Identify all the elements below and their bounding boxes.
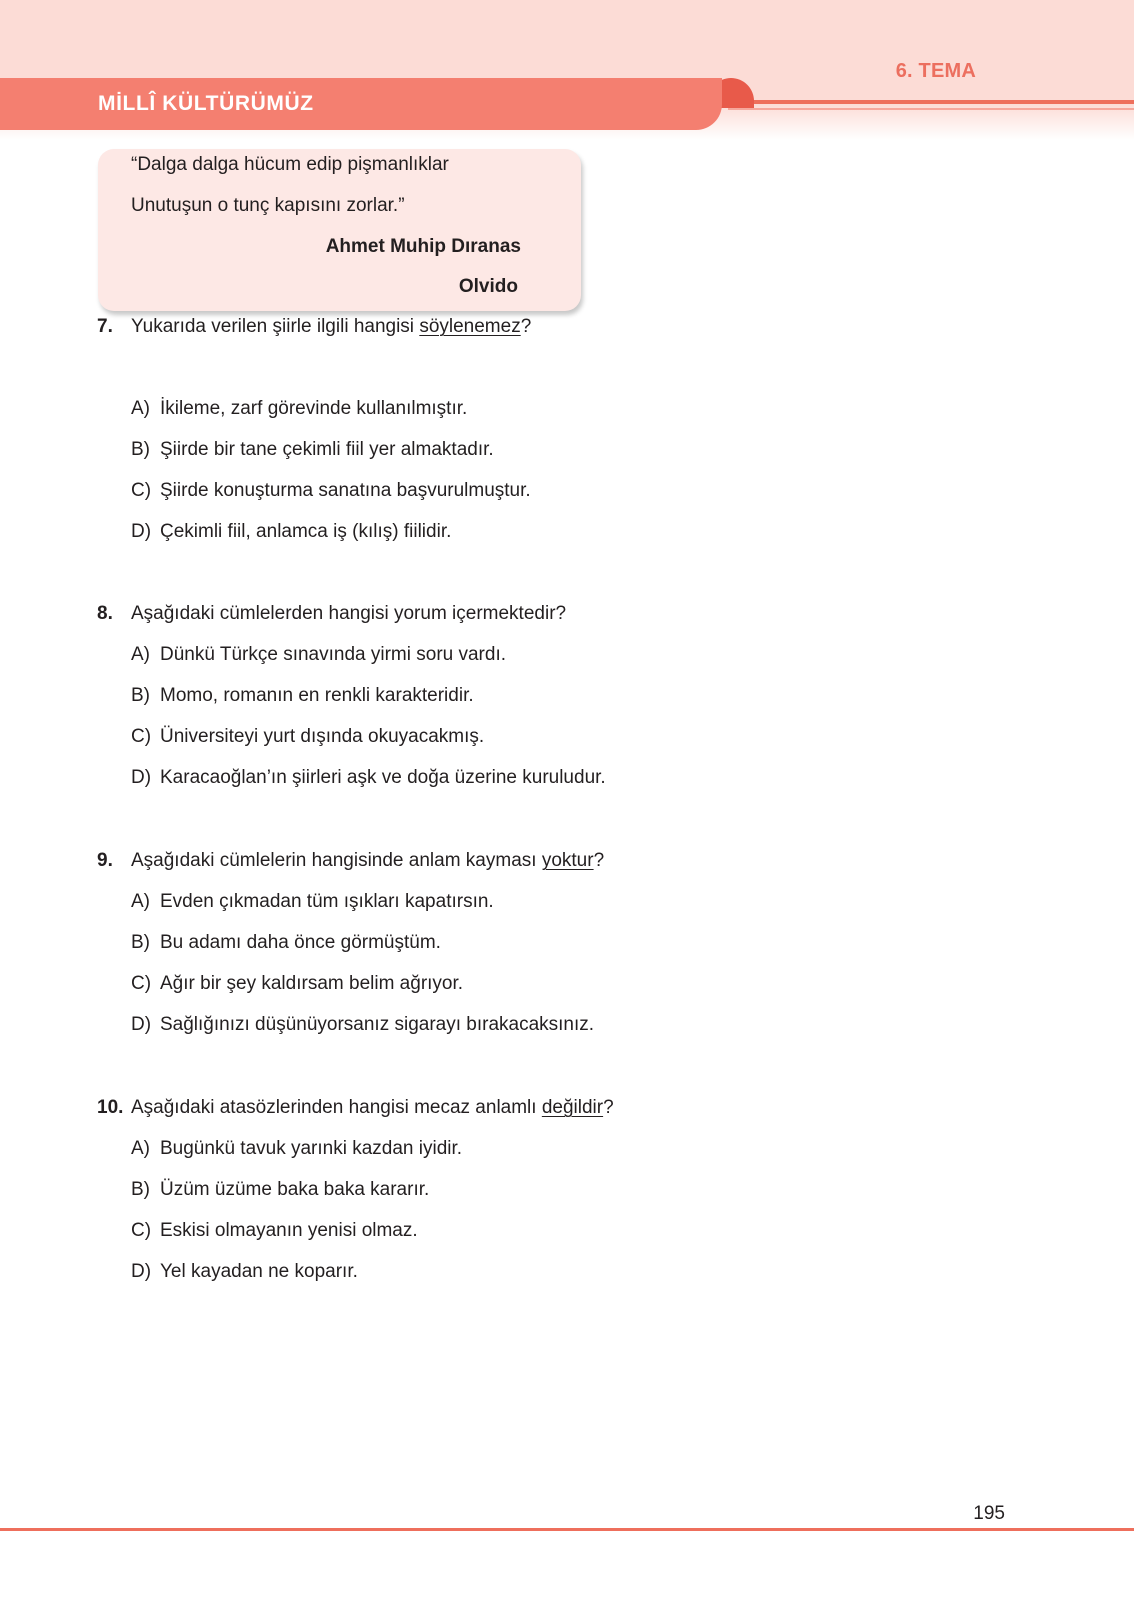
question-number: 10. <box>97 1097 124 1118</box>
question-text-end: ? <box>520 316 532 337</box>
option-8a[interactable] <box>131 644 506 666</box>
option-9a[interactable] <box>131 891 494 913</box>
quote-line-2: Unutuşun o tunç kapısını zorlar.” <box>131 195 405 216</box>
option-letter: C) <box>131 480 152 501</box>
option-text: Şiirde konuşturma sanatına başvurulmuştur. <box>160 480 531 501</box>
footer-rule <box>0 1528 1134 1531</box>
option-letter: B) <box>131 439 150 460</box>
option-text: Yel kayadan ne koparır. <box>160 1261 358 1282</box>
option-text: Çekimli fiil, anlamca iş (kılış) fiilidir. <box>160 521 452 542</box>
option-text: Üzüm üzüme baka baka kararır. <box>160 1179 430 1200</box>
question-text: Aşağıdaki cümlelerin hangisinde anlam kayması <box>131 850 542 871</box>
question-number: 9. <box>97 850 113 871</box>
option-text: Eskisi olmayanın yenisi olmaz. <box>160 1220 418 1241</box>
question-number: 8. <box>97 603 113 624</box>
option-text: Üniversiteyi yurt dışında okuyacakmış. <box>160 726 485 747</box>
option-10b[interactable] <box>131 1179 429 1201</box>
theme-label: 6. TEMA <box>895 60 976 82</box>
option-text: İkileme, zarf görevinde kullanılmıştır. <box>160 398 468 419</box>
quote-author: Ahmet Muhip Dıranas <box>325 236 521 257</box>
option-letter: D) <box>131 1014 152 1035</box>
option-text: Ağır bir şey kaldırsam belim ağrıyor. <box>160 973 464 994</box>
option-letter: D) <box>131 767 152 788</box>
question-9 <box>97 850 604 872</box>
option-7c[interactable] <box>131 480 531 502</box>
option-letter: D) <box>131 1261 152 1282</box>
question-number: 7. <box>97 316 113 337</box>
theme-rule-thick <box>728 100 1134 104</box>
option-letter: A) <box>131 1138 150 1159</box>
option-9d[interactable] <box>131 1014 594 1036</box>
question-text-end: ? <box>603 1097 614 1118</box>
question-7 <box>97 316 531 338</box>
question-underlined-word: söylenemez <box>419 316 521 337</box>
option-text: Sağlığınızı düşünüyorsanız sigarayı bırakacaksınız. <box>160 1014 595 1035</box>
option-8d[interactable] <box>131 767 606 789</box>
question-text: Aşağıdaki atasözlerinden hangisi mecaz anlamlı <box>131 1097 542 1118</box>
option-letter: B) <box>131 1179 150 1200</box>
theme-rule-thin <box>728 108 1134 110</box>
option-text: Şiirde bir tane çekimli fiil yer almaktadır. <box>160 439 494 460</box>
option-9b[interactable] <box>131 932 441 954</box>
question-text-end: ? <box>593 850 605 871</box>
option-7a[interactable] <box>131 398 467 420</box>
question-10 <box>97 1097 614 1119</box>
option-9c[interactable] <box>131 973 463 995</box>
option-8c[interactable] <box>131 726 484 748</box>
section-title: MİLLÎ KÜLTÜRÜMÜZ <box>98 92 314 115</box>
option-text: Momo, romanın en renkli karakteridir. <box>160 685 474 706</box>
question-underlined-word: değildir <box>541 1097 604 1118</box>
option-letter: B) <box>131 685 150 706</box>
option-letter: C) <box>131 1220 152 1241</box>
option-letter: C) <box>131 973 152 994</box>
option-letter: A) <box>131 891 150 912</box>
option-text: Dünkü Türkçe sınavında yirmi soru vardı. <box>160 644 507 665</box>
question-text: Yukarıda verilen şiirle ilgili hangisi <box>131 316 420 337</box>
quote-poem-title: Olvido <box>458 276 518 297</box>
quote-line-1: “Dalga dalga hücum edip pişmanlıklar <box>131 154 449 175</box>
option-10c[interactable] <box>131 1220 418 1242</box>
option-7b[interactable] <box>131 439 494 461</box>
option-7d[interactable] <box>131 521 451 543</box>
question-text: Aşağıdaki cümlelerden hangisi yorum içermektedir? <box>131 603 567 624</box>
option-text: Karacaoğlan’ın şiirleri aşk ve doğa üzerine kuruludur. <box>160 767 606 788</box>
option-letter: B) <box>131 932 150 953</box>
option-8b[interactable] <box>131 685 474 707</box>
option-letter: A) <box>131 398 150 419</box>
option-letter: D) <box>131 521 152 542</box>
option-10a[interactable] <box>131 1138 462 1160</box>
option-10d[interactable] <box>131 1261 358 1283</box>
option-text: Evden çıkmadan tüm ışıkları kapatırsın. <box>160 891 494 912</box>
option-text: Bugünkü tavuk yarınki kazdan iyidir. <box>160 1138 463 1159</box>
question-underlined-word: yoktur <box>541 850 594 871</box>
question-8 <box>97 603 566 625</box>
page-number: 195 <box>973 1503 1005 1524</box>
option-text: Bu adamı daha önce görmüştüm. <box>160 932 441 953</box>
option-letter: C) <box>131 726 152 747</box>
option-letter: A) <box>131 644 150 665</box>
